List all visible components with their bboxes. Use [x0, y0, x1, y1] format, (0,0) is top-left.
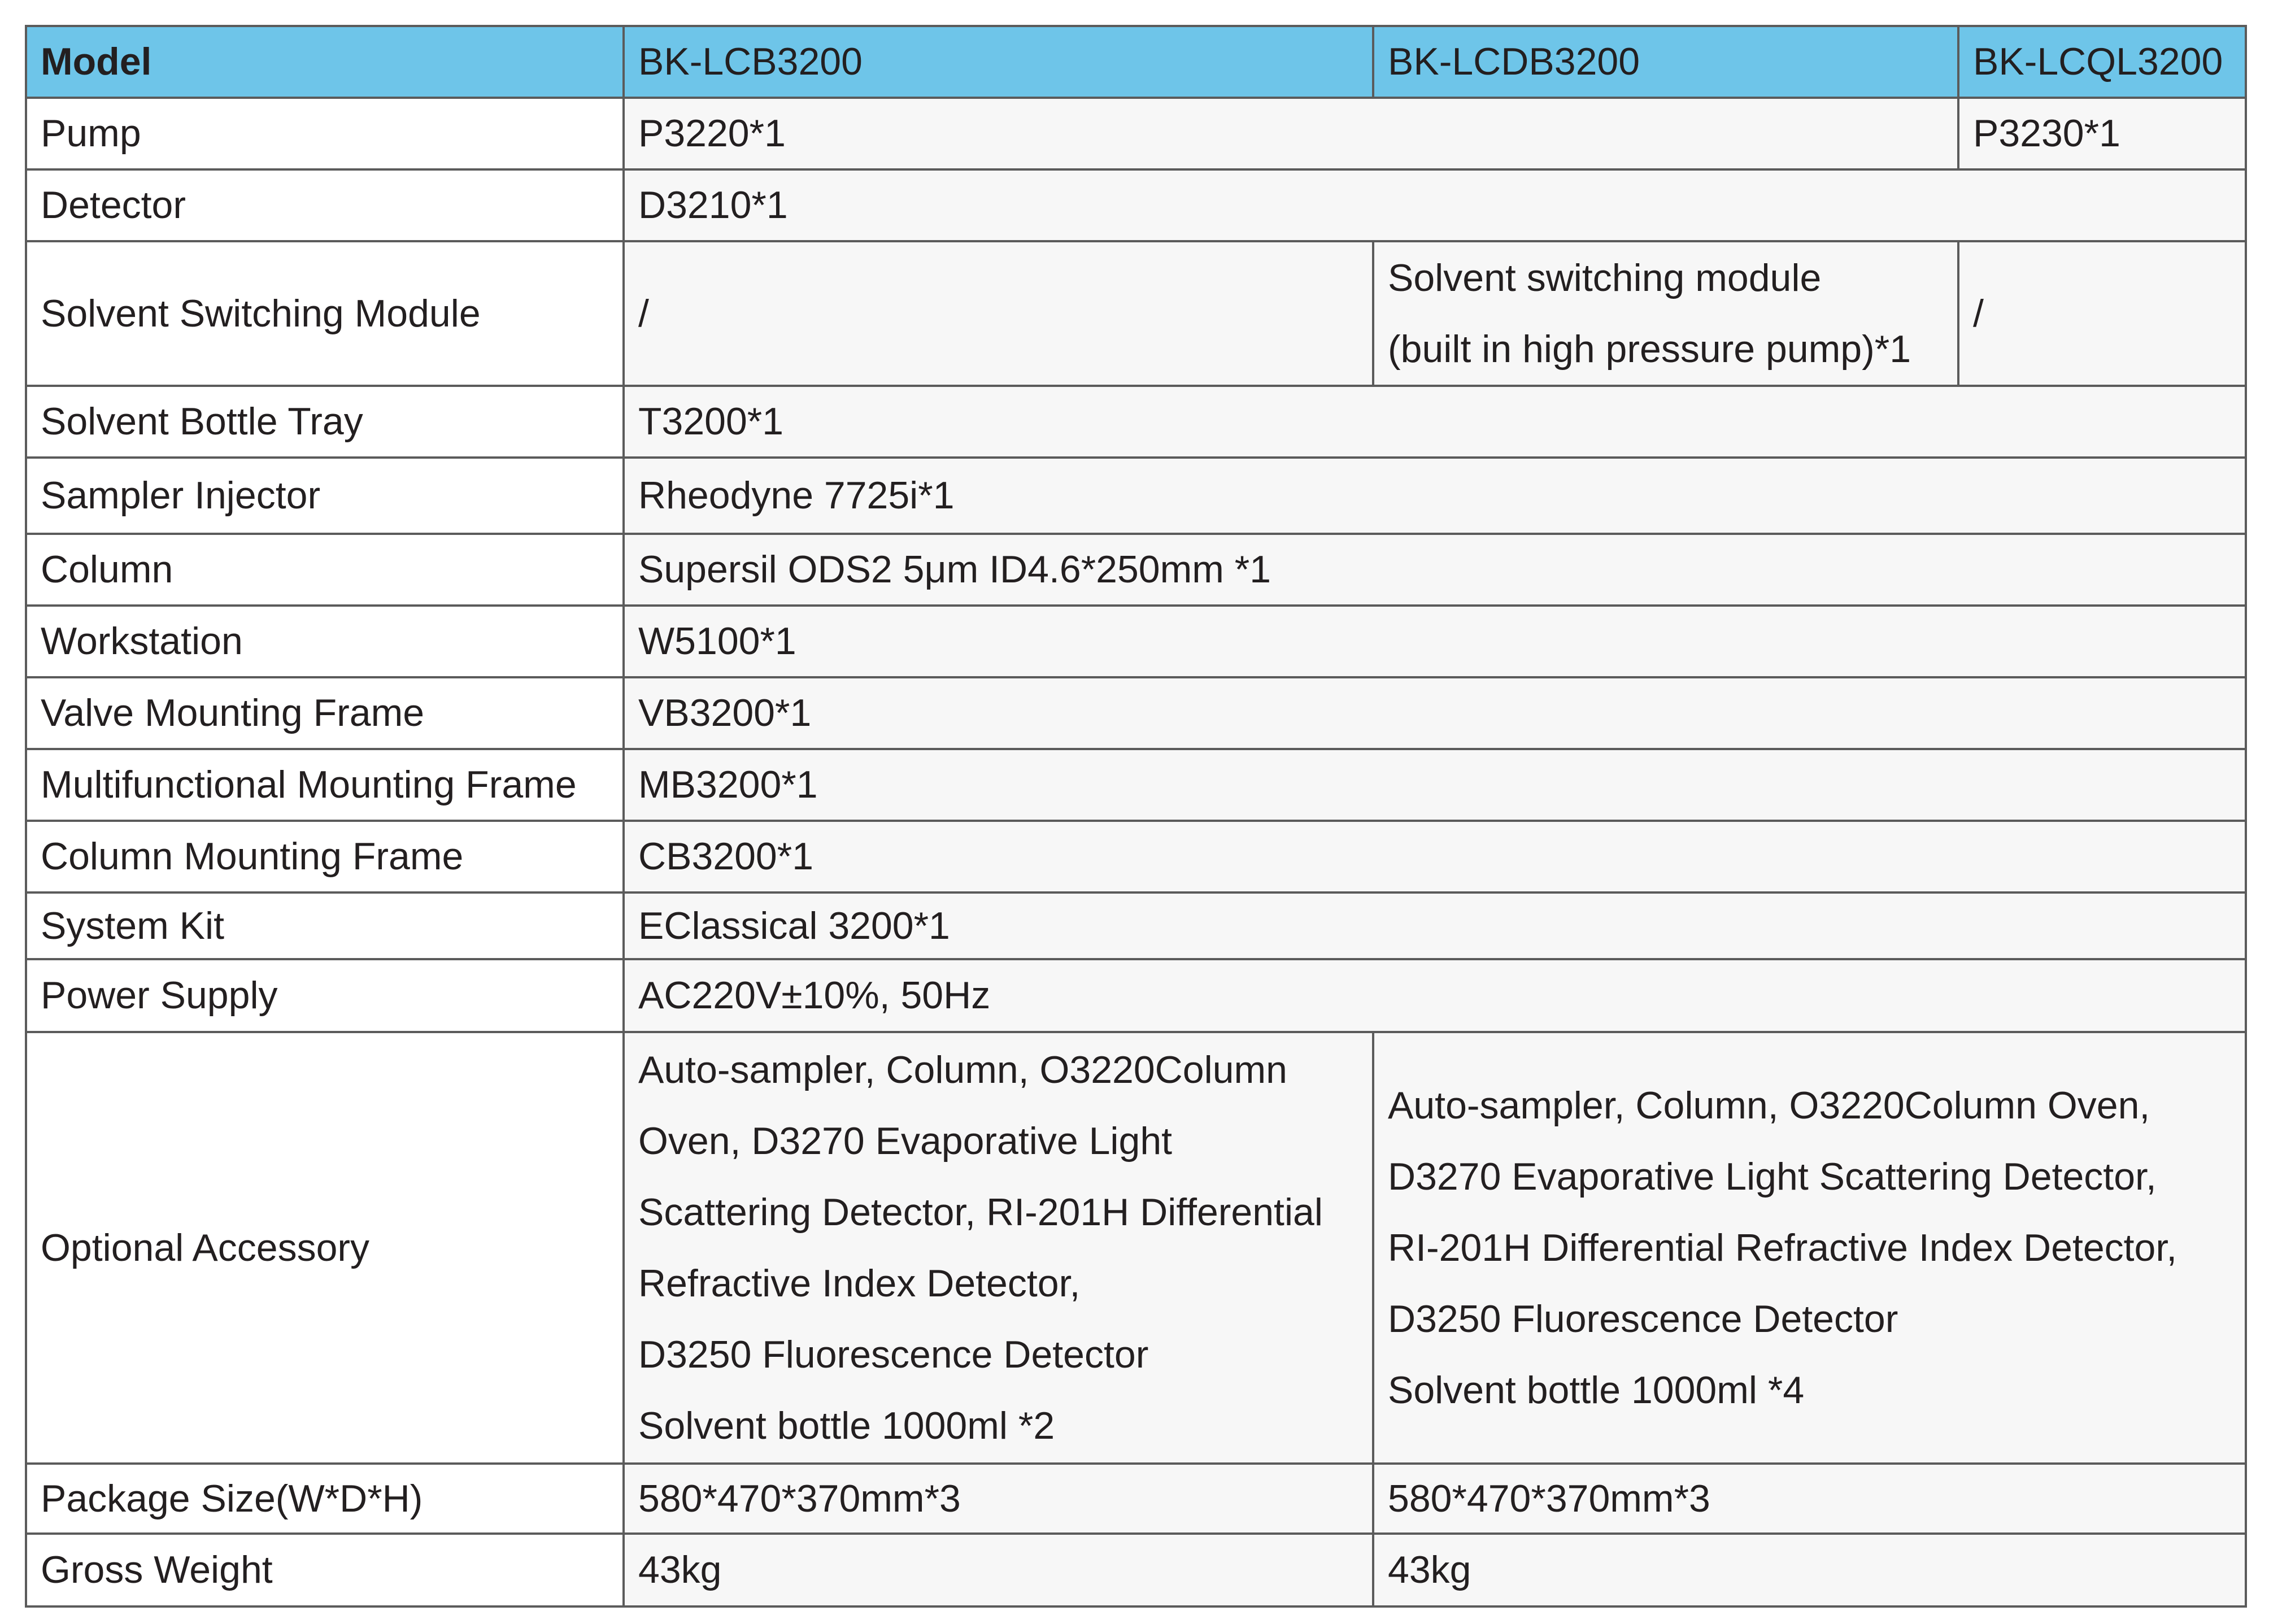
solvent-switching-value-1: / [624, 241, 1373, 386]
text-line: RI-201H Differential Refractive Index Detector, [1388, 1226, 2177, 1269]
row-label: Pump [26, 98, 624, 169]
text-line: Refractive Index Detector, [638, 1262, 1081, 1305]
model-2: BK-LCDB3200 [1373, 26, 1958, 98]
row-valve-frame [26, 677, 2246, 749]
row-label: Power Supply [26, 959, 624, 1032]
text-line: Solvent bottle 1000ml *2 [638, 1404, 1055, 1447]
row-power [26, 959, 2246, 1032]
row-multi-frame [26, 749, 2246, 821]
row-pump [26, 98, 2246, 169]
system-kit-value: EClassical 3200*1 [624, 892, 2246, 959]
spec-table [25, 25, 2247, 1608]
model-3: BK-LCQL3200 [1958, 26, 2246, 98]
row-label: Gross Weight [26, 1534, 624, 1606]
header-row [26, 26, 2246, 98]
row-injector [26, 458, 2246, 534]
pump-value-3: P3230*1 [1958, 98, 2246, 169]
row-label: System Kit [26, 892, 624, 959]
text-line: D3250 Fluorescence Detector [1388, 1298, 1898, 1340]
row-label: Optional Accessory [26, 1032, 624, 1464]
row-label: Valve Mounting Frame [26, 677, 624, 749]
row-label: Column Mounting Frame [26, 821, 624, 892]
text-line: Auto-sampler, Column, O3220Column Oven, [1388, 1084, 2150, 1127]
row-optional [26, 1032, 2246, 1464]
model-1: BK-LCB3200 [624, 26, 1373, 98]
bottle-tray-value: T3200*1 [624, 386, 2246, 458]
optional-value-2 [1373, 1032, 2246, 1464]
pump-value-1: P3220*1 [624, 98, 1958, 169]
detector-value: D3210*1 [624, 169, 2246, 241]
solvent-switching-value-2 [1373, 241, 1958, 386]
valve-frame-value: VB3200*1 [624, 677, 2246, 749]
row-label: Column [26, 534, 624, 606]
row-label: Solvent Switching Module [26, 241, 624, 386]
weight-value-1: 43kg [624, 1534, 1373, 1606]
row-detector [26, 169, 2246, 241]
row-label: Multifunctional Mounting Frame [26, 749, 624, 821]
row-weight [26, 1534, 2246, 1606]
row-bottle-tray [26, 386, 2246, 458]
text-line: D3270 Evaporative Light Scattering Detector, [1388, 1155, 2157, 1198]
solvent-switching-value-3: / [1958, 241, 2246, 386]
row-column-frame [26, 821, 2246, 892]
row-workstation [26, 606, 2246, 677]
text-line: (built in high pressure pump)*1 [1388, 328, 1911, 371]
row-label: Detector [26, 169, 624, 241]
row-column [26, 534, 2246, 606]
text-line: D3250 Fluorescence Detector [638, 1333, 1149, 1376]
optional-value-1 [624, 1032, 1373, 1464]
row-label: Package Size(W*D*H) [26, 1464, 624, 1534]
multi-frame-value: MB3200*1 [624, 749, 2246, 821]
injector-value: Rheodyne 7725i*1 [624, 458, 2246, 534]
row-package [26, 1464, 2246, 1534]
text-line: Scattering Detector, RI-201H Differential [638, 1191, 1323, 1234]
text-line: Auto-sampler, Column, O3220Column [638, 1048, 1287, 1091]
row-solvent-switching [26, 241, 2246, 386]
workstation-value: W5100*1 [624, 606, 2246, 677]
header-label: Model [26, 26, 624, 98]
text-line: Solvent switching module [1388, 256, 1822, 299]
power-value: AC220V±10%, 50Hz [624, 959, 2246, 1032]
package-value-2: 580*470*370mm*3 [1373, 1464, 2246, 1534]
package-value-1: 580*470*370mm*3 [624, 1464, 1373, 1534]
column-frame-value: CB3200*1 [624, 821, 2246, 892]
text-line: Oven, D3270 Evaporative Light [638, 1120, 1173, 1163]
row-system-kit [26, 892, 2246, 959]
row-label: Sampler Injector [26, 458, 624, 534]
row-label: Workstation [26, 606, 624, 677]
column-value: Supersil ODS2 5μm ID4.6*250mm *1 [624, 534, 2246, 606]
weight-value-2: 43kg [1373, 1534, 2246, 1606]
row-label: Solvent Bottle Tray [26, 386, 624, 458]
text-line: Solvent bottle 1000ml *4 [1388, 1369, 1805, 1412]
